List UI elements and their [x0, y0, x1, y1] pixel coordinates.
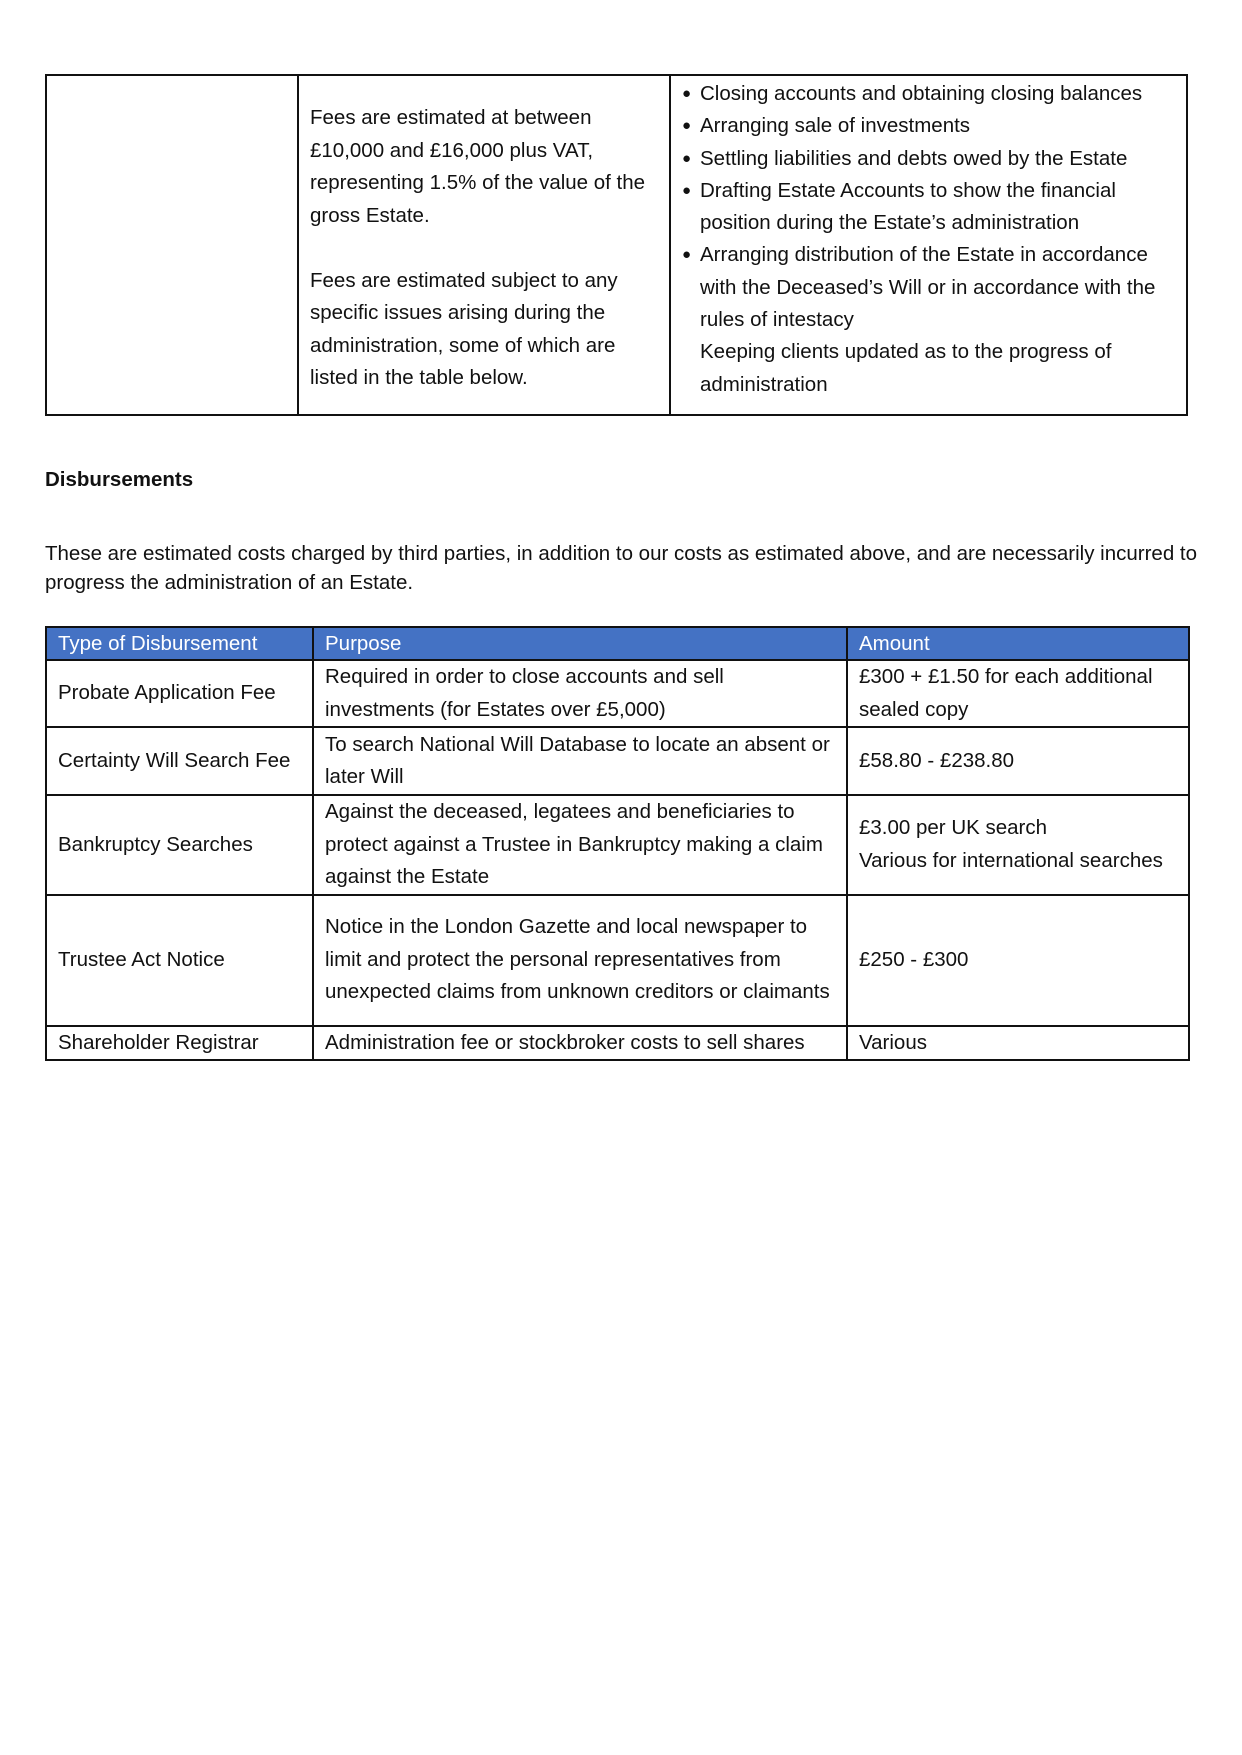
work-item — [682, 143, 1178, 175]
work-item — [682, 78, 1178, 110]
disbursement-amount — [847, 795, 1189, 895]
column-header-amount: Amount — [847, 627, 1189, 660]
disbursements-intro: These are estimated costs charged by third parties, in addition to our costs as estimated above, and are necessarily incurred to progress the administration of an Estate. — [45, 542, 1198, 594]
disbursement-amount — [847, 660, 1189, 727]
table-row — [46, 895, 1189, 1026]
table-row — [46, 727, 1189, 795]
disbursement-amount — [847, 1026, 1189, 1060]
disbursement-amount — [847, 727, 1189, 795]
work-item-text: Keeping clients updated as to the progress of administration — [700, 340, 1112, 396]
disbursement-purpose: Against the deceased, legatees and beneficiaries to protect against a Trustee in Bankruptcy making a claim against the Estate — [313, 795, 847, 895]
work-included-cell — [669, 76, 1186, 414]
fee-estimate-paragraph: Fees are estimated at between £10,000 and £16,000 plus VAT, representing 1.5% of the value of the gross Estate. — [310, 106, 646, 227]
table-row — [46, 1026, 1189, 1060]
bullet-icon: ● — [682, 246, 692, 264]
disbursement-purpose: Notice in the London Gazette and local newspaper to limit and protect the personal representatives from unexpected claims from unknown creditors or claimants — [313, 895, 847, 1026]
work-item-text: Drafting Estate Accounts to show the financial position during the Estate’s administration — [700, 178, 1116, 235]
amount-line: Various for international searches — [859, 848, 1163, 872]
amount-line: Various — [859, 1030, 927, 1054]
column-header-type: Type of Disbursement — [46, 627, 313, 660]
bullet-icon: ● — [682, 149, 692, 167]
fee-estimate-paragraph: Fees are estimated subject to any specific issues arising during the administration, some of which are listed in the table below. — [310, 268, 618, 389]
amount-line: £300 + £1.50 for each additional sealed copy — [859, 665, 1153, 721]
work-item-text: Closing accounts and obtaining closing balances — [700, 82, 1143, 105]
fee-table-label-cell — [47, 76, 297, 414]
work-item-text: Arranging sale of investments — [700, 114, 971, 138]
work-item-text: Arranging distribution of the Estate in accordance with the Deceased’s Will or in accordance with the rules of intestacy — [700, 243, 1156, 332]
table-header-row — [46, 627, 1189, 660]
disbursement-type: Trustee Act Notice — [46, 895, 313, 1026]
disbursement-type: Certainty Will Search Fee — [46, 727, 313, 795]
work-item — [682, 110, 1178, 142]
disbursement-type: Bankruptcy Searches — [46, 795, 313, 895]
amount-line: £3.00 per UK search — [859, 816, 1048, 840]
table-row — [46, 795, 1189, 895]
disbursement-purpose: Required in order to close accounts and sell investments (for Estates over £5,000) — [313, 660, 847, 727]
work-included-list — [671, 76, 1186, 401]
column-header-purpose: Purpose — [313, 627, 847, 660]
disbursements-table — [45, 626, 1190, 1061]
fee-estimate-cell — [297, 76, 669, 414]
work-item-text: Settling liabilities and debts owed by the Estate — [700, 146, 1128, 170]
work-item — [682, 239, 1178, 336]
fee-estimate-table — [45, 74, 1188, 416]
work-item — [682, 175, 1178, 240]
amount-line: £250 - £300 — [859, 947, 969, 971]
disbursement-type: Shareholder Registrar — [46, 1026, 313, 1060]
bullet-icon: ● — [682, 85, 692, 102]
disbursement-amount — [847, 895, 1189, 1026]
disbursement-purpose: Administration fee or stockbroker costs to sell shares — [313, 1026, 847, 1060]
disbursement-type: Probate Application Fee — [46, 660, 313, 727]
disbursement-purpose: To search National Will Database to locate an absent or later Will — [313, 727, 847, 795]
bullet-icon: ● — [682, 181, 692, 199]
table-row — [46, 660, 1189, 727]
bullet-icon: ● — [682, 117, 692, 135]
amount-line: £58.80 - £238.80 — [859, 748, 1015, 772]
section-heading: Disbursements — [45, 468, 194, 491]
work-item — [682, 336, 1178, 401]
